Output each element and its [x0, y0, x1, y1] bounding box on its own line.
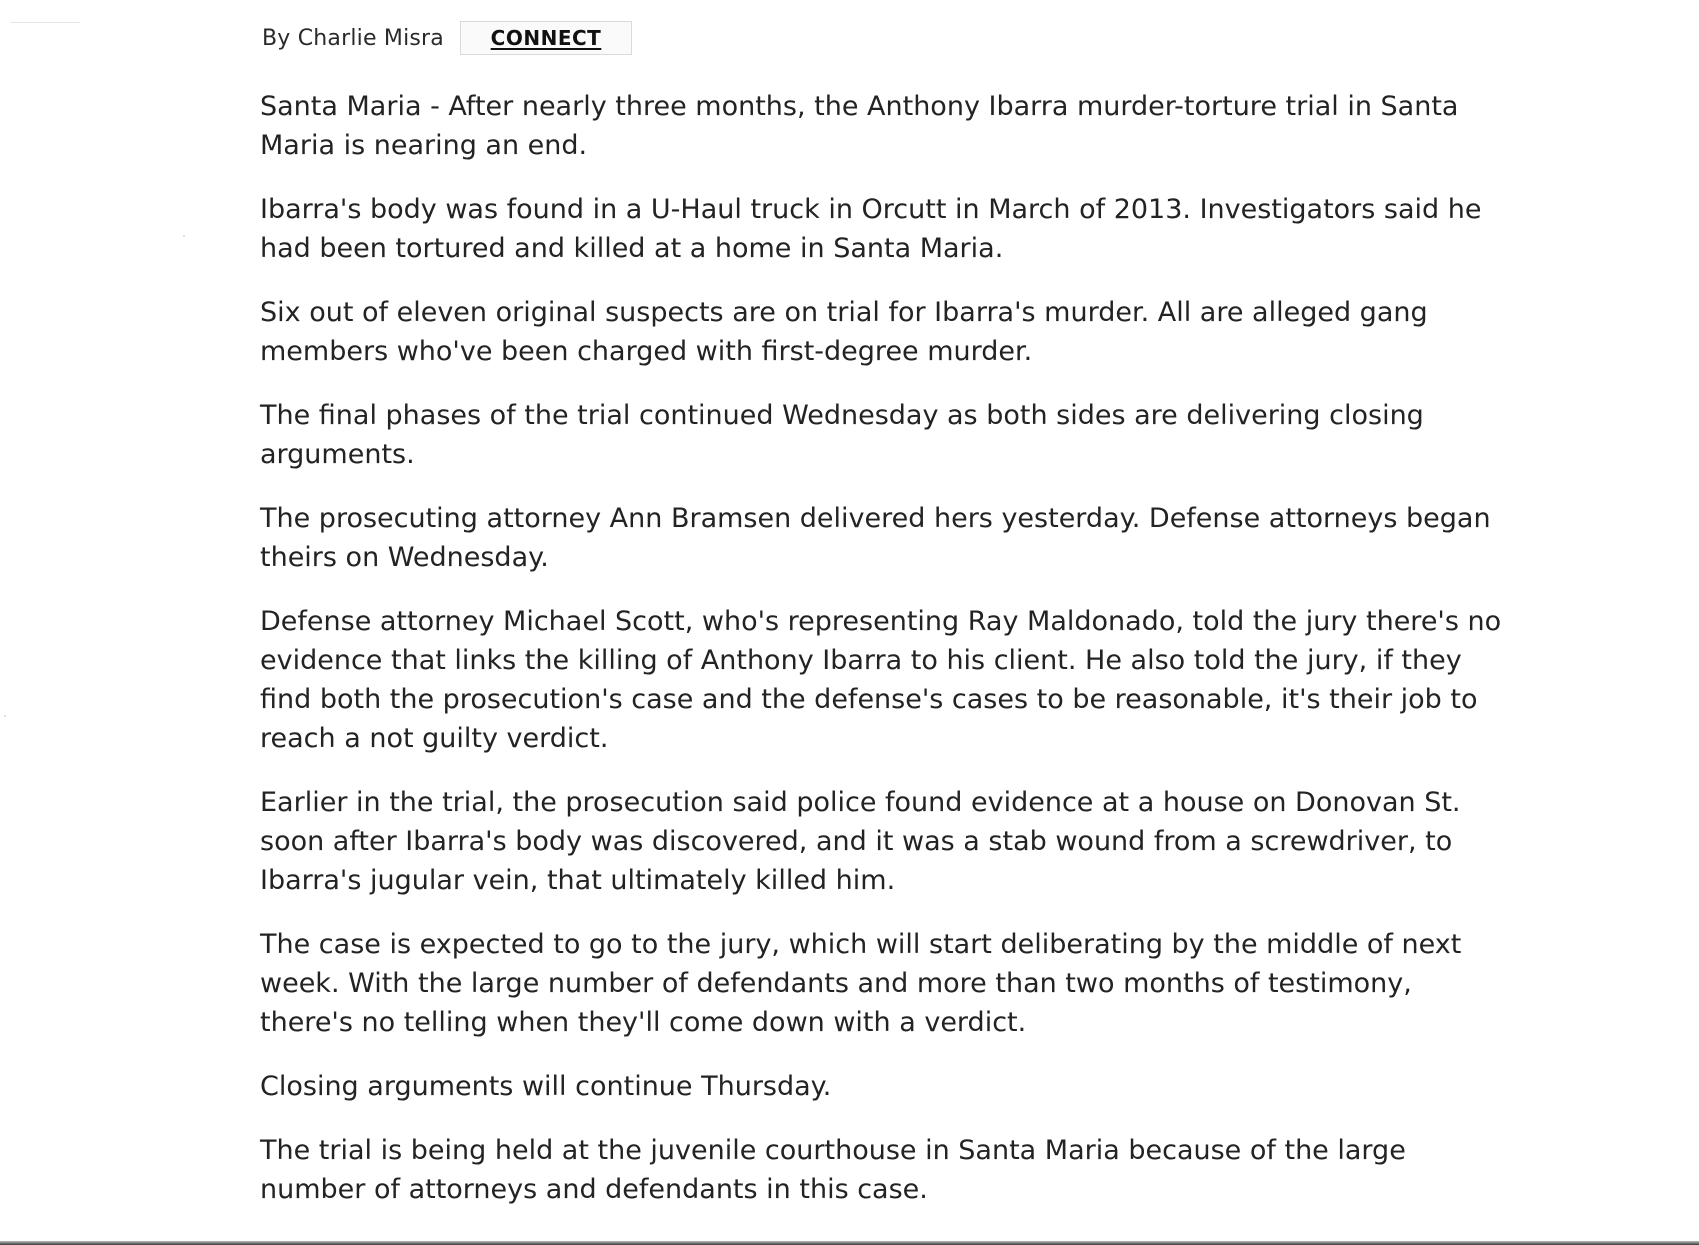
article-paragraph: Earlier in the trial, the prosecution said police found evidence at a house on Donovan St. soon after Ibarra's body was discovered, and it was a stab wound from a screwdriver, to Ibarra's jugular vein, that ultimately killed him. — [260, 787, 1461, 896]
article-paragraph: The trial is being held at the juvenile courthouse in Santa Maria because of the large number of attorneys and defendants in this case. — [260, 1135, 1406, 1205]
scan-artifact-line — [10, 22, 80, 23]
article-body — [260, 87, 1510, 1234]
article-paragraph: The final phases of the trial continued Wednesday as both sides are delivering closing arguments. — [260, 400, 1424, 470]
author-name: By Charlie Misra — [262, 25, 444, 51]
article-paragraph: The case is expected to go to the jury, which will start deliberating by the middle of next week. With the large number of defendants and more than two months of testimony, there's no telling when they'll come down with a verdict. — [260, 929, 1462, 1038]
article-paragraph: Six out of eleven original suspects are on trial for Ibarra's murder. All are alleged gang members who've been charged with first-degree murder. — [260, 297, 1428, 367]
scan-artifact-dot — [4, 715, 6, 717]
article-paragraph: Ibarra's body was found in a U-Haul truck in Orcutt in March of 2013. Investigators said he had been tortured and killed at a home in Santa Maria. — [260, 194, 1482, 264]
bottom-edge-rule — [0, 1241, 1699, 1245]
byline — [262, 20, 632, 56]
article-paragraph: The prosecuting attorney Ann Bramsen delivered hers yesterday. Defense attorneys began theirs on Wednesday. — [260, 503, 1491, 573]
article-paragraph: Closing arguments will continue Thursday. — [260, 1071, 832, 1102]
article-paragraph: Santa Maria - After nearly three months, the Anthony Ibarra murder-torture trial in Santa Maria is nearing an end. — [260, 91, 1459, 161]
scan-artifact-dot — [183, 235, 185, 237]
article-paragraph: Defense attorney Michael Scott, who's representing Ray Maldonado, told the jury there's no evidence that links the killing of Anthony Ibarra to his client. He also told the jury, if they find both the prosecution's case and the defense's cases to be reasonable, it's their job to reach a not guilty verdict. — [260, 606, 1502, 754]
connect-button[interactable]: CONNECT — [460, 21, 632, 55]
